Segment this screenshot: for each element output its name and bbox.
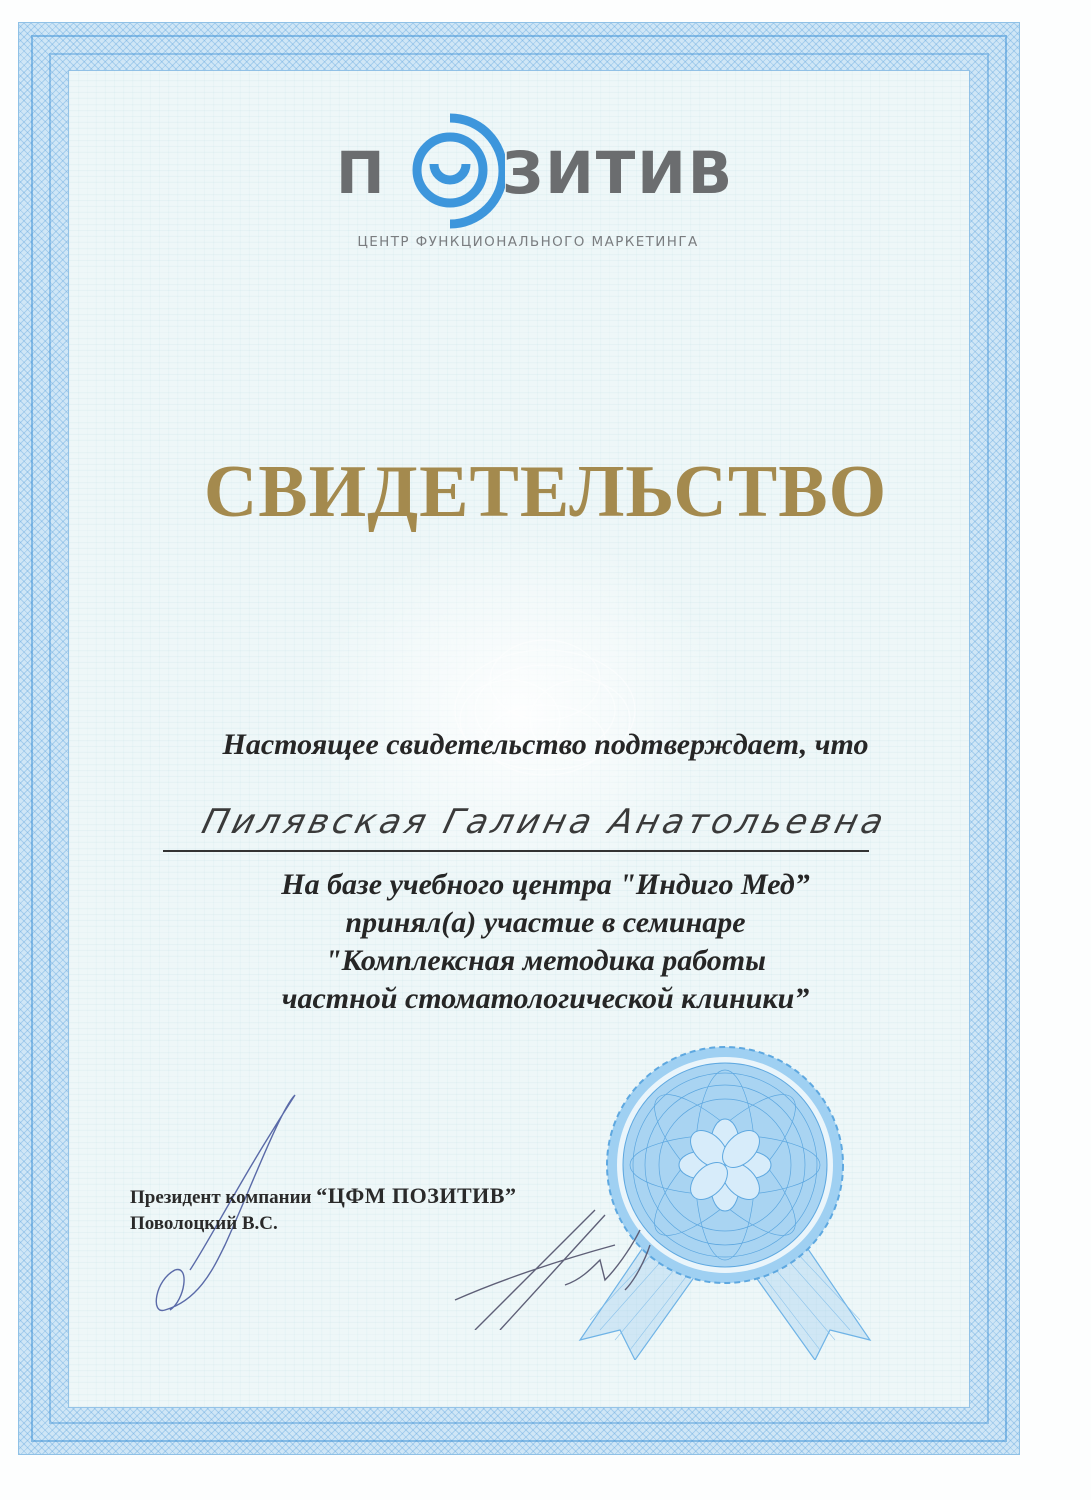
company-logo (330, 120, 735, 260)
signatory-title-prefix: Президент компании (130, 1187, 317, 1208)
signatory-name: Поволоцкий В.С. (130, 1213, 278, 1234)
signatory-title (130, 1183, 690, 1211)
intro-text: Настоящее свидетельство подтверждает, что (222, 728, 869, 761)
logo-letter-p: П (336, 139, 387, 207)
name-underline (163, 850, 869, 852)
body-line-1: На базе учебного центра "Индиго Мед” (281, 868, 810, 901)
signatory-company: “ЦФМ ПОЗИТИВ” (316, 1183, 517, 1208)
body-line-4: частной стоматологической клиники” (281, 982, 810, 1015)
logo-letters-rest: ЗИТИВ (502, 139, 735, 207)
recipient-field (163, 800, 892, 860)
body-line-2: принял(а) участие в семинаре (345, 906, 746, 939)
recipient-name: Пилявская Галина Анатольевна (198, 802, 892, 842)
signatory-block (130, 1183, 690, 1237)
smile-spiral-icon (410, 112, 505, 232)
logo-subtitle: ЦЕНТР ФУНКЦИОНАЛЬНОГО МАРКЕТИНГА (357, 234, 699, 250)
body-line-3: "Комплексная методика работы (325, 944, 766, 977)
logo-wordmark (330, 138, 735, 208)
certificate-title: СВИДЕТЕЛЬСТВО (203, 451, 888, 533)
